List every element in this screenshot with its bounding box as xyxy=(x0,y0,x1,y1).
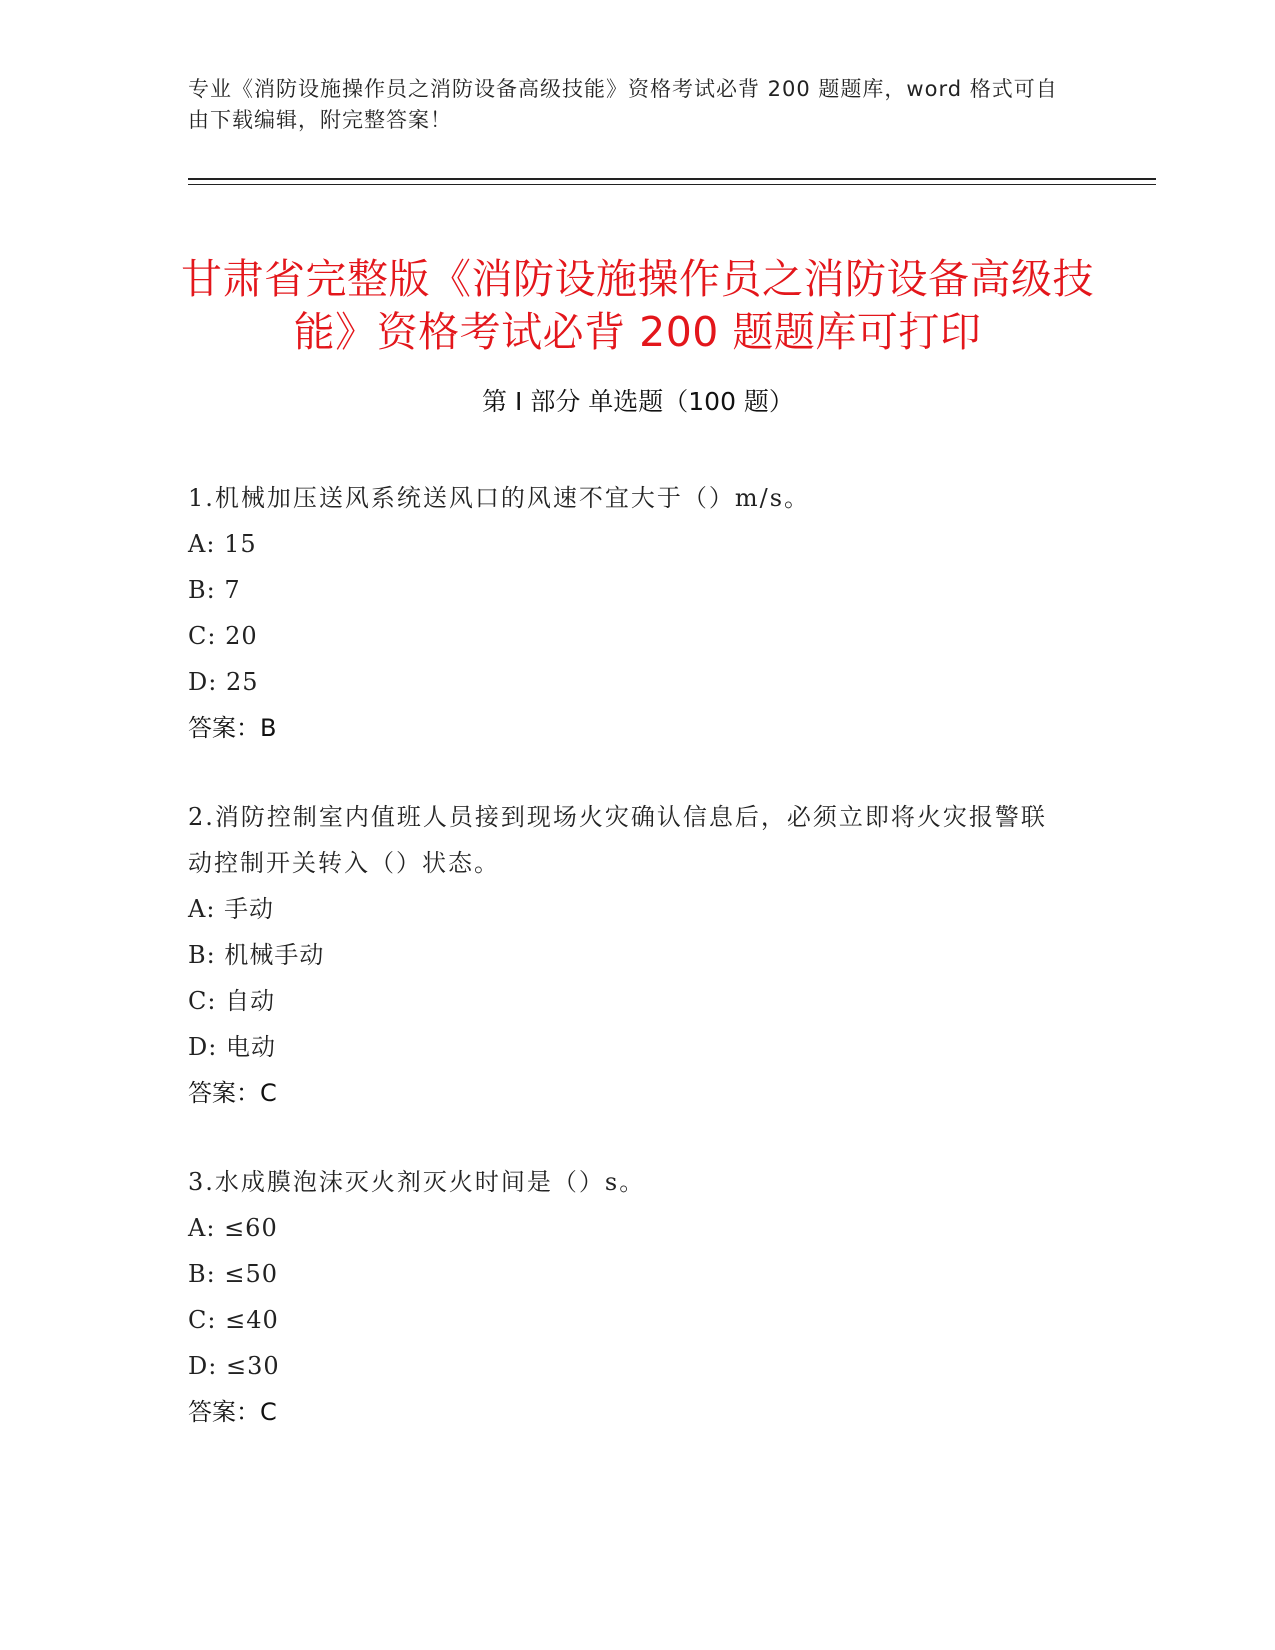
option-letter: B: xyxy=(188,576,216,604)
option-c xyxy=(188,613,1068,659)
question-1 xyxy=(188,475,1068,751)
option-letter: C: xyxy=(188,622,217,650)
option-text: 7 xyxy=(224,576,241,604)
option-d xyxy=(188,1024,1068,1070)
option-c xyxy=(188,978,1068,1024)
option-c xyxy=(188,1297,1068,1343)
option-text: ≤40 xyxy=(225,1306,279,1334)
option-a xyxy=(188,521,1068,567)
option-letter: D: xyxy=(188,668,218,696)
option-d xyxy=(188,659,1068,705)
option-letter: D: xyxy=(188,1352,218,1380)
header-divider-thin xyxy=(188,184,1156,185)
question-2 xyxy=(188,794,1068,1116)
answer: 答案：B xyxy=(188,714,277,742)
question-list xyxy=(188,475,1068,1478)
option-letter: A: xyxy=(188,895,216,923)
answer: 答案：C xyxy=(188,1398,277,1426)
answer: 答案：C xyxy=(188,1079,277,1107)
option-text: 电动 xyxy=(225,1033,276,1061)
option-text: ≤30 xyxy=(225,1352,280,1380)
question-3 xyxy=(188,1159,1068,1435)
option-text: 20 xyxy=(225,622,258,650)
option-letter: C: xyxy=(188,1306,217,1334)
option-letter: B: xyxy=(188,1260,216,1288)
question-stem: 1.机械加压送风系统送风口的风速不宜大于（）m/s。 xyxy=(188,484,811,512)
option-letter: A: xyxy=(188,530,216,558)
question-stem: 2.消防控制室内值班人员接到现场火灾确认信息后，必须立即将火灾报警联动控制开关转入（）状态。 xyxy=(188,803,1047,877)
option-text: 机械手动 xyxy=(224,941,325,969)
option-b xyxy=(188,932,1068,978)
option-d xyxy=(188,1343,1068,1389)
option-b xyxy=(188,1251,1068,1297)
document-title: 甘肃省完整版《消防设施操作员之消防设备高级技能》资格考试必背 200 题题库可打印 xyxy=(181,255,1094,357)
option-letter: C: xyxy=(188,987,217,1015)
question-stem: 3.水成膜泡沫灭火剂灭火时间是（）s。 xyxy=(188,1168,646,1196)
option-letter: D: xyxy=(188,1033,218,1061)
option-letter: A: xyxy=(188,1214,216,1242)
option-letter: B: xyxy=(188,941,216,969)
option-text: ≤60 xyxy=(224,1214,278,1242)
option-text: 25 xyxy=(225,668,259,696)
section-title: 第 I 部分 单选题（100 题） xyxy=(482,387,794,416)
option-a xyxy=(188,1205,1068,1251)
option-b xyxy=(188,567,1068,613)
option-text: 15 xyxy=(224,530,257,558)
option-text: ≤50 xyxy=(224,1260,279,1288)
option-text: 手动 xyxy=(224,895,275,923)
header-note: 专业《消防设施操作员之消防设备高级技能》资格考试必背 200 题题库，word 格式可自由下载编辑，附完整答案！ xyxy=(188,77,1058,132)
option-text: 自动 xyxy=(225,987,276,1015)
header-divider-thick xyxy=(188,178,1156,180)
option-a xyxy=(188,886,1068,932)
